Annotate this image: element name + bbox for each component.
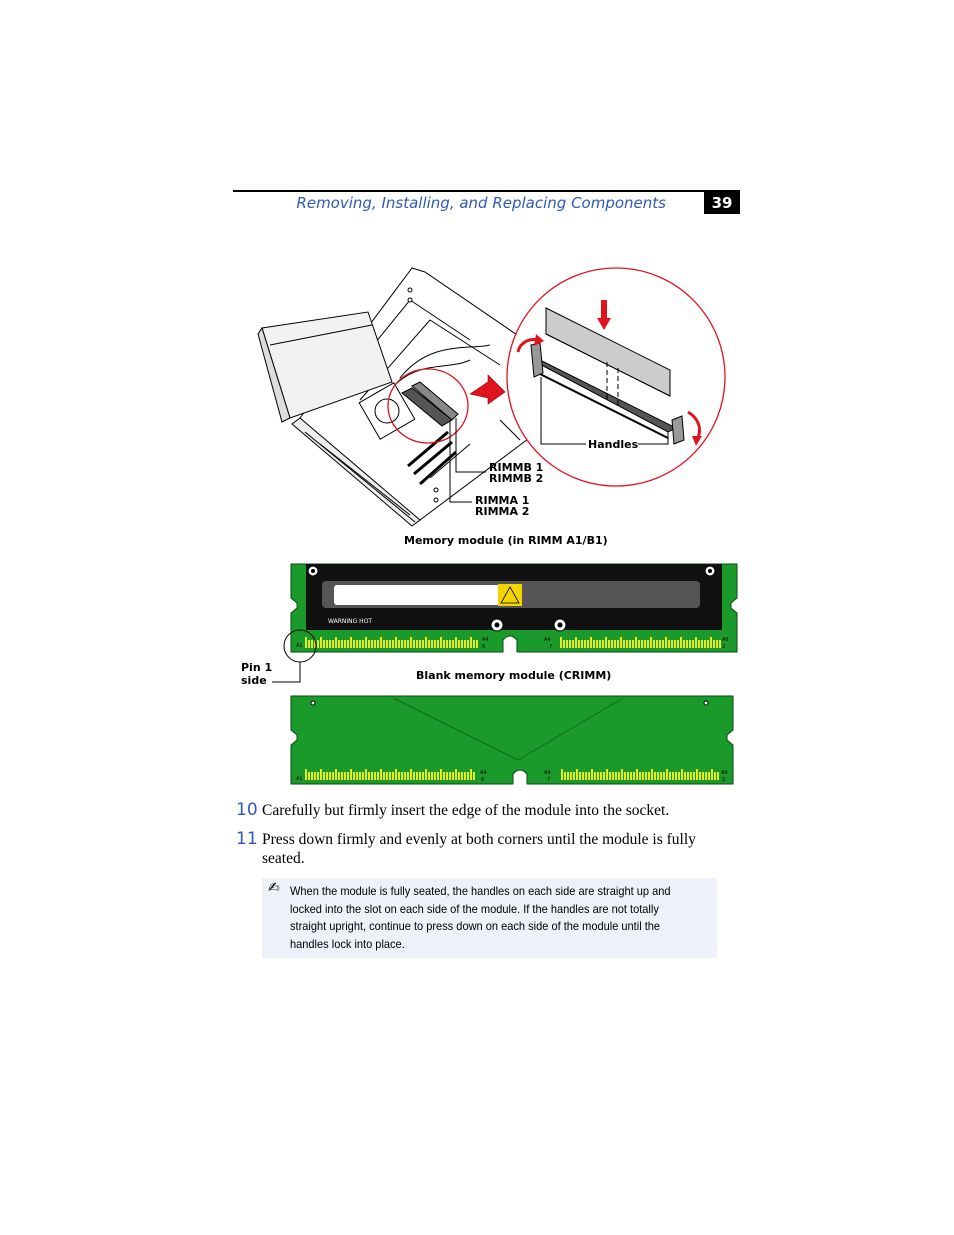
svg-text:2: 2 <box>722 777 726 783</box>
memory-module-board <box>291 564 737 652</box>
svg-text:7: 7 <box>547 777 551 783</box>
step-text: Carefully but firmly insert the edge of the module into the socket. <box>262 802 670 819</box>
caption-blank-module: Blank memory module (CRIMM) <box>416 669 612 682</box>
step-10 <box>236 801 726 820</box>
label-rimmb1: RIMMB 1 <box>489 461 544 474</box>
svg-text:A4: A4 <box>544 770 551 776</box>
label-pin1-side: side <box>241 674 267 687</box>
svg-text:2: 2 <box>722 644 726 650</box>
step-number: 10 <box>236 800 258 820</box>
step-text: Press down firmly and evenly at both corners until the module is fully seated. <box>262 831 696 867</box>
page-number: 39 <box>704 192 740 214</box>
svg-text:6: 6 <box>482 644 486 650</box>
svg-text:A4: A4 <box>482 637 489 643</box>
callout-circle-large <box>507 268 725 486</box>
svg-text:A4: A4 <box>480 770 487 776</box>
module-label-area <box>334 585 520 605</box>
svg-text:A1: A1 <box>296 776 303 782</box>
step-11 <box>236 830 726 868</box>
label-handles: Handles <box>588 438 639 451</box>
down-arrow-icon <box>601 300 607 320</box>
label-rimma1: RIMMA 1 <box>475 494 530 507</box>
pencil-note-icon: ✍ <box>268 880 280 896</box>
computer-chassis-illustration <box>258 268 545 526</box>
svg-text:A9: A9 <box>722 637 729 643</box>
svg-text:7: 7 <box>549 644 553 650</box>
caption-memory-module: Memory module (in RIMM A1/B1) <box>404 534 608 547</box>
text-warning-hot: WARNING HOT <box>328 618 373 625</box>
blank-memory-module-board <box>291 696 733 784</box>
label-rimma2: RIMMA 2 <box>475 505 530 518</box>
note-text: When the module is fully seated, the handles on each side are straight up and locked into the slot on each side of the module. If the handles are not totally straight upright, continue to press down on each side of the module until the handles lock into place. <box>290 884 671 951</box>
svg-text:A4: A4 <box>544 637 551 643</box>
label-pin1: Pin 1 <box>241 661 273 674</box>
svg-text:6: 6 <box>481 777 485 783</box>
svg-text:A9: A9 <box>721 770 728 776</box>
pin-label-a1: A1 <box>296 643 303 649</box>
step-number: 11 <box>236 829 258 849</box>
running-title: Removing, Installing, and Replacing Components <box>296 194 666 212</box>
label-rimmb2: RIMMB 2 <box>489 472 544 485</box>
